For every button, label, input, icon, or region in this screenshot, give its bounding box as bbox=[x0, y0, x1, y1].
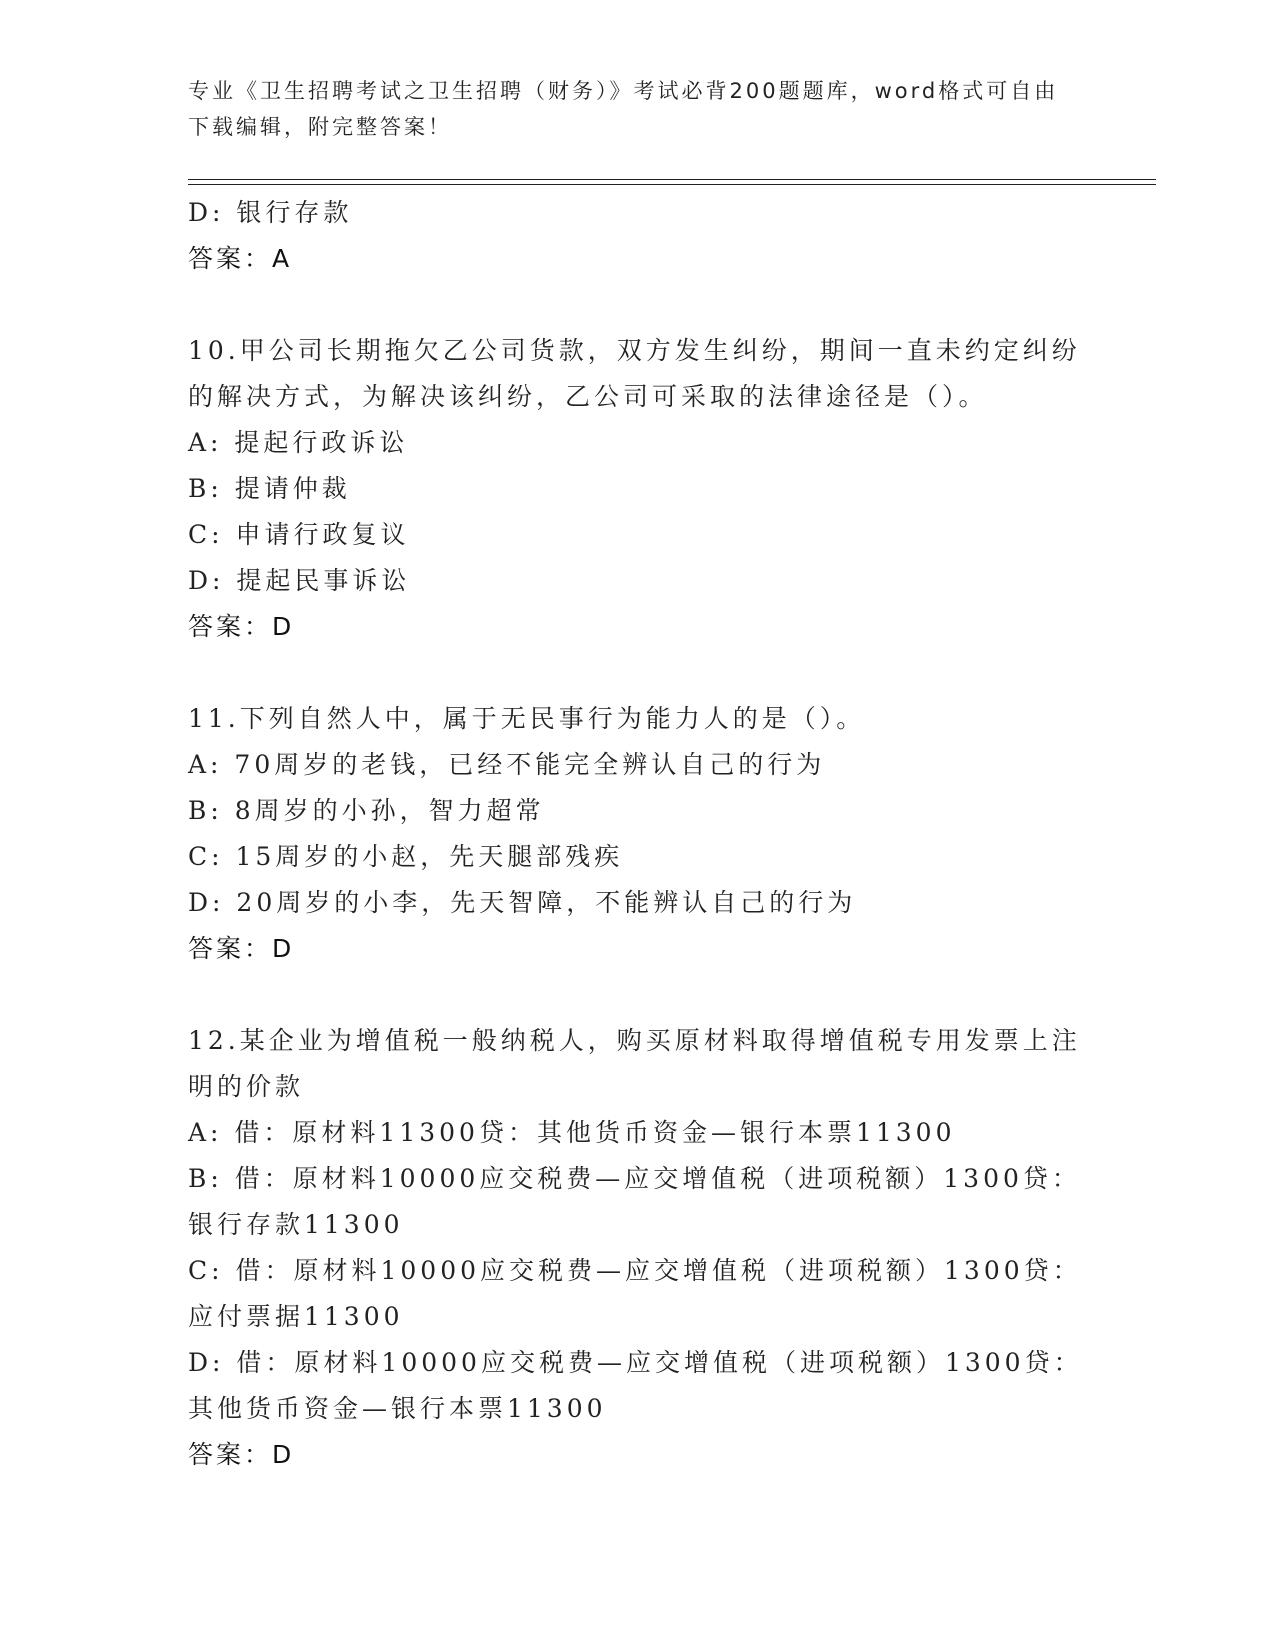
answer: 答案：A bbox=[188, 244, 293, 273]
question-text: 10.甲公司长期拖欠乙公司货款，双方发生纠纷，期间一直未约定纠纷的解决方式，为解决该纠纷，乙公司可采取的法律途径是（）。 bbox=[188, 336, 1081, 411]
option-d: D: 银行存款 bbox=[188, 198, 353, 227]
option-c: C: 申请行政复议 bbox=[188, 520, 410, 549]
option-a: A: 提起行政诉讼 bbox=[188, 428, 409, 457]
option-a: A: 70周岁的老钱，已经不能完全辨认自己的行为 bbox=[188, 750, 826, 779]
option-d: D: 借：原材料10000应交税费—应交增值税（进项税额）1300贷：其他货币资金—银行本票11300 bbox=[188, 1348, 1083, 1423]
spacer bbox=[188, 972, 1088, 1018]
question-text: 11.下列自然人中，属于无民事行为能力人的是（）。 bbox=[188, 704, 866, 733]
question-text: 12.某企业为增值税一般纳税人，购买原材料取得增值税专用发票上注明的价款 bbox=[188, 1026, 1081, 1101]
option-b: B: 提请仲裁 bbox=[188, 474, 351, 503]
header-rule-bottom bbox=[188, 184, 1156, 185]
document-body bbox=[188, 190, 1088, 1478]
question-12 bbox=[188, 1018, 1088, 1478]
question-11 bbox=[188, 696, 1088, 972]
option-a: A: 借：原材料11300贷：其他货币资金—银行本票11300 bbox=[188, 1118, 956, 1147]
previous-question-tail bbox=[188, 190, 1088, 282]
answer: 答案：D bbox=[188, 934, 295, 963]
spacer bbox=[188, 650, 1088, 696]
answer: 答案：D bbox=[188, 1440, 295, 1469]
option-d: D: 20周岁的小李，先天智障，不能辨认自己的行为 bbox=[188, 888, 857, 917]
spacer bbox=[188, 282, 1088, 328]
answer: 答案：D bbox=[188, 612, 295, 641]
option-c: C: 借：原材料10000应交税费—应交增值税（进项税额）1300贷：应付票据11300 bbox=[188, 1256, 1082, 1331]
document-header: 专业《卫生招聘考试之卫生招聘（财务）》考试必背200题题库，word格式可自由下载编辑，附完整答案！ bbox=[188, 79, 1059, 139]
question-10 bbox=[188, 328, 1088, 650]
option-b: B: 8周岁的小孙，智力超常 bbox=[188, 796, 545, 825]
option-d: D: 提起民事诉讼 bbox=[188, 566, 411, 595]
option-b: B: 借：原材料10000应交税费—应交增值税（进项税额）1300贷：银行存款11300 bbox=[188, 1164, 1081, 1239]
option-c: C: 15周岁的小赵，先天腿部残疾 bbox=[188, 842, 624, 871]
header-rule-top bbox=[188, 179, 1156, 180]
